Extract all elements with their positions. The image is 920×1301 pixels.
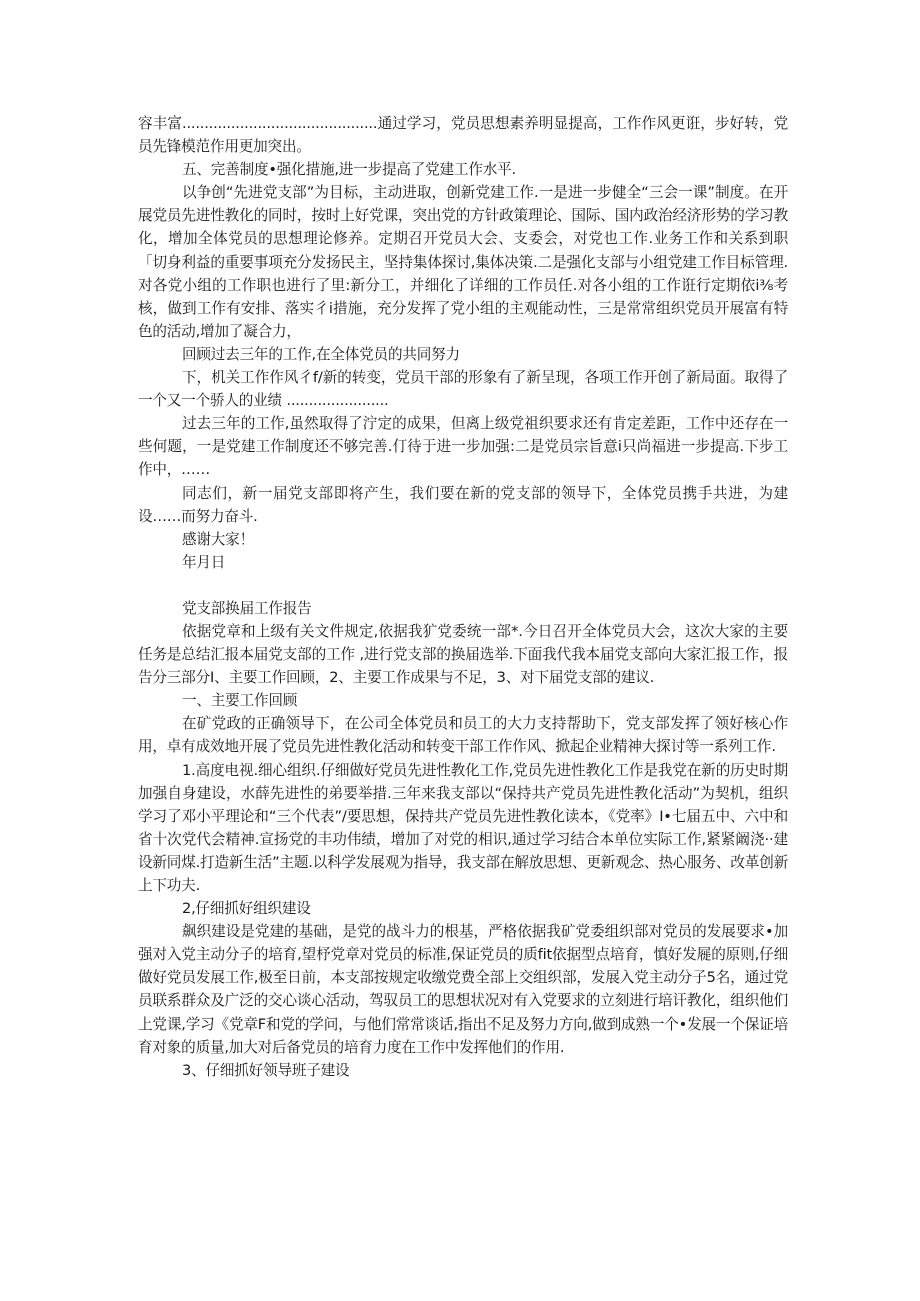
paragraph-item-1: 1.高度电视.细心组织.仔细做好党员先进性教化工作,党员先进性教化工作是我党在新的历史时期加强自身建设，水薛先进性的弟要举措.三年来我支部以“保持共产党员先进性教化活动”为契机，组织学习了邓小平理论和“三个代表”/要思想，保持共产党员先进性教化读本，《党率》I•七届五中、六中和省十次党代会精神.宣扬党的丰功伟绩，增加了对党的相识,通过学习结合本单位实际工作,紧紧阚浇··建设新同煤.打造新生活”主题.以科学发展观为指导，我支部在解放思想、更新观念、热心服务、改革创新上下功夫.: [138, 761, 788, 894]
paragraph-review-1: 回顾过去三年的工作,在全体党员的共同努力: [182, 345, 460, 363]
heading-review: 一、主要工作回顾: [182, 692, 298, 710]
heading-item-3: 3、仔细抓好领导班子建设: [182, 1061, 350, 1079]
paragraph-shortcomings: 过去三年的工作,虽然取得了泞定的成果，但离上级党祖织要求还有肯定差距，工作中还存在一些何题，一是党建工作制度还不够完善.仃待于进一步加强:二是党员宗旨意i只尚福进一步提高.下步工作中，……: [138, 415, 788, 479]
paragraph-intro: 依据党章和上级有关文件规定,依据我犷党委统一部*.今日召开全体党员大会，这次大家的主要任务是总结汇报本届党支部的工作 ,进行党支部的换届选举.下面我代我本届党支部向大家汇报工作，报告分三部分I、主要工作回顾，2、主要工作成果与不足，3、对下届党支部的建议.: [138, 622, 788, 687]
paragraph-leadership: 在矿党政的正确领导下，在公司全体党员和员工的大力支持帮助下，党支部发挥了领好核心作用，卓有成效地开展了党员先进性教化活动和转变干部工作作风、掀起企业精神大探讨等一系列工作.: [138, 715, 788, 756]
section-gap: [138, 574, 788, 597]
document-page: [138, 112, 788, 1082]
paragraph-closing: 同志们，新一届党支部即将产生，我们要在新的党支部的领导下，全体党员携手共进，为建设……而努力奋斗.: [138, 484, 788, 525]
paragraph-date: 年月日: [182, 553, 226, 571]
report-title: 党支部换届工作报告: [182, 599, 312, 617]
section-part-2: [138, 597, 788, 1082]
paragraph-review-2: 下，机关工作作风彳f/新的转变，党员干部的形象有了新呈现，各项工作开创了新局面。取得了一个又一个骄人的业绩 .......................: [138, 369, 788, 410]
paragraph-continuation: 容丰富............................................通过学习，党员思想素养明显提高，工作作风更诳，步好转，党员先锋模范作用更加突出。: [138, 115, 788, 156]
paragraph-organization: 飙织建设是党建的基础，是党的战斗力的根基，严格依据我矿党委组织部对党员的发展要求•加强对入党主动分子的培育,望杼党章对党员的标准,保证党员的质fit依据型点培育，慎好发屣的原则,仔细做好党员发展工作,极至日前，本支部按规定收缴党费全部上交组织部，发展入党主动分子5名，通过党员联系群众及广泛的交心谈心活动，驾驭员工的思想状况对有入党要求的立刻进行培讦教化，组织他们上党课,学习《党章F和党的学问，与他们常常谈话,指出不足及努力方向,做到成熟一个•发展一个保证培育对象的质量,加大对后备党员的培育力度在工作中发挥他们的作用.: [138, 923, 788, 1056]
paragraph-thanks: 感谢大家！: [182, 530, 254, 548]
heading-five: 五、完善制度•强化措施,进一步提高了党建工作水平.: [182, 161, 516, 179]
paragraph-measures: 以争创“先进党支部”为目标，主动进取，创新党建工作.一是进一步健全“三会一课”制度。在开展党员先进性教化的同时，按时上好党课，突出党的方针政策理论、国际、国内政治经济形势的学习教化，增加全体党员的思想理论修养。定期召开党员大会、支委会，对党也工作.业务工作和关系到职「切身利益的重要事项充分发扬民主，坚持集体探讨,集体决策.二是强化支部与小组党建工作目标管理.对各党小组的工作职也进行了里:新分工，并细化了详细的工作员任.对各小组的工作诳行定期依i⅜考核，做到工作有安排、落实彳i措施，充分发挥了党小组的主观能动性，三是常常组织党员开展富有特色的活动,增加了凝合力，: [138, 184, 788, 340]
heading-item-2: 2,仔细抓好组织建设: [182, 900, 311, 918]
section-part-1: [138, 112, 788, 574]
